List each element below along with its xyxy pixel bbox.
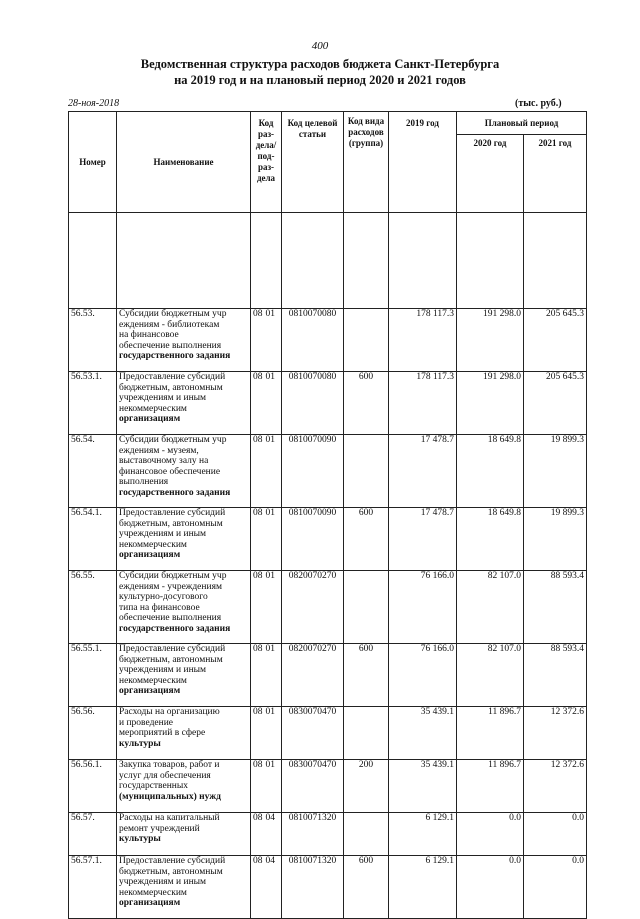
row-razdel bbox=[251, 707, 282, 760]
row-podrazdel-code: 01 bbox=[265, 435, 275, 445]
row-amount-2020: 0.0 bbox=[457, 813, 524, 856]
row-vid-rashodov bbox=[344, 707, 389, 760]
row-razdel bbox=[251, 435, 282, 508]
row-name-line: выставочному залу на bbox=[119, 456, 209, 466]
row-name-line: бюджетным, автономным bbox=[119, 654, 223, 665]
row-name-line: учреждениям и иным bbox=[119, 665, 207, 675]
row-name-last-line: организациям bbox=[119, 414, 181, 424]
row-name-line: Расходы на капитальный bbox=[119, 813, 220, 823]
row-celevaya-statya: 0810070090 bbox=[282, 508, 344, 571]
row-name-line: Закупка товаров, работ и bbox=[119, 760, 220, 770]
row-celevaya-statya: 0810070080 bbox=[282, 309, 344, 372]
row-amount-2021: 19 899.3 bbox=[524, 508, 587, 571]
row-amount-2020: 191 298.0 bbox=[457, 309, 524, 372]
row-name-last-line: организациям bbox=[119, 550, 181, 560]
row-amount-2020: 18 649.8 bbox=[457, 508, 524, 571]
budget-table bbox=[68, 111, 587, 919]
row-celevaya-statya: 0830070470 bbox=[282, 707, 344, 760]
title-line-2: на 2019 год и на плановый период 2020 и 2021 годов bbox=[174, 73, 466, 87]
row-vid-rashodov bbox=[344, 309, 389, 372]
row-name-line: государственных bbox=[119, 781, 189, 791]
row-name bbox=[117, 372, 251, 435]
row-amount-2021: 0.0 bbox=[524, 813, 587, 856]
row-razdel-code: 08 bbox=[253, 856, 263, 866]
row-name-line: учреждениям и иным bbox=[119, 529, 207, 539]
row-vid-rashodov: 200 bbox=[344, 760, 389, 813]
row-number: 56.57.1. bbox=[69, 856, 117, 919]
row-number: 56.56. bbox=[69, 707, 117, 760]
header-kod-razdela: Код раз- дела/ под- раз- дела bbox=[251, 112, 282, 213]
row-vid-rashodov: 600 bbox=[344, 508, 389, 571]
row-amount-2020: 18 649.8 bbox=[457, 435, 524, 508]
header-planoviy-period: Плановый период bbox=[457, 112, 587, 135]
table-row bbox=[69, 813, 587, 856]
row-amount-2020: 0.0 bbox=[457, 856, 524, 919]
row-name-line: Предоставление субсидий bbox=[119, 644, 226, 654]
row-podrazdel-code: 01 bbox=[265, 571, 275, 581]
row-amount-2020: 191 298.0 bbox=[457, 372, 524, 435]
row-razdel bbox=[251, 571, 282, 644]
row-amount-2019: 76 166.0 bbox=[389, 644, 457, 707]
row-podrazdel-code: 01 bbox=[265, 760, 275, 770]
row-razdel-code: 08 bbox=[253, 813, 263, 823]
row-podrazdel-code: 01 bbox=[265, 372, 275, 382]
row-name bbox=[117, 856, 251, 919]
row-name bbox=[117, 707, 251, 760]
row-amount-2021: 12 372.6 bbox=[524, 707, 587, 760]
row-name bbox=[117, 813, 251, 856]
table-row bbox=[69, 760, 587, 813]
document-date: 28-ноя-2018 bbox=[68, 98, 120, 109]
header-2020: 2020 год bbox=[457, 135, 524, 213]
row-name-line: учреждениям и иным bbox=[119, 393, 207, 403]
row-number: 56.53. bbox=[69, 309, 117, 372]
row-name-line: учреждениям и иным bbox=[119, 877, 207, 887]
row-number: 56.54.1. bbox=[69, 508, 117, 571]
row-name-line: выполнения bbox=[119, 477, 169, 487]
page-number: 400 bbox=[311, 40, 329, 52]
row-amount-2020: 11 896.7 bbox=[457, 760, 524, 813]
row-razdel-code: 08 bbox=[253, 644, 263, 654]
row-name bbox=[117, 644, 251, 707]
row-number: 56.55.1. bbox=[69, 644, 117, 707]
row-number: 56.55. bbox=[69, 571, 117, 644]
row-name-line: некоммерческим bbox=[119, 675, 187, 686]
row-number: 56.56.1. bbox=[69, 760, 117, 813]
row-name-last-line: государственного задания bbox=[119, 487, 231, 498]
row-name-line: культурно-досугового bbox=[119, 592, 208, 602]
row-name-line: бюджетным, автономным bbox=[119, 866, 223, 877]
row-podrazdel-code: 01 bbox=[265, 644, 275, 654]
row-name bbox=[117, 508, 251, 571]
row-vid-rashodov bbox=[344, 571, 389, 644]
row-name-line: Субсидии бюджетным учр bbox=[119, 309, 227, 319]
title-line-1: Ведомственная структура расходов бюджета Санкт-Петербурга bbox=[140, 57, 500, 71]
row-amount-2020: 82 107.0 bbox=[457, 571, 524, 644]
row-amount-2020: 82 107.0 bbox=[457, 644, 524, 707]
row-amount-2021: 205 645.3 bbox=[524, 372, 587, 435]
row-name-line: некоммерческим bbox=[119, 887, 187, 898]
row-razdel-code: 08 bbox=[253, 571, 263, 581]
row-amount-2019: 35 439.1 bbox=[389, 707, 457, 760]
row-name-line: Предоставление субсидий bbox=[119, 508, 226, 518]
row-name-line: на финансовое bbox=[119, 330, 179, 340]
row-name-line: обеспечение выполнения bbox=[119, 340, 222, 351]
row-celevaya-statya: 0830070470 bbox=[282, 760, 344, 813]
row-name-line: Субсидии бюджетным учр bbox=[119, 435, 227, 445]
row-name-last-line: государственного задания bbox=[119, 623, 231, 634]
table-row bbox=[69, 571, 587, 644]
row-amount-2019: 17 478.7 bbox=[389, 508, 457, 571]
row-podrazdel-code: 01 bbox=[265, 508, 275, 518]
row-amount-2019: 35 439.1 bbox=[389, 760, 457, 813]
row-name-last-line: организациям bbox=[119, 686, 181, 696]
row-amount-2021: 19 899.3 bbox=[524, 435, 587, 508]
row-celevaya-statya: 0820070270 bbox=[282, 571, 344, 644]
units-label: (тыс. руб.) bbox=[515, 98, 562, 109]
row-razdel bbox=[251, 309, 282, 372]
row-name bbox=[117, 435, 251, 508]
row-name-last-line: организациям bbox=[119, 898, 181, 908]
row-name-last-line: культуры bbox=[119, 834, 161, 844]
row-razdel bbox=[251, 760, 282, 813]
table-body bbox=[69, 309, 587, 919]
row-amount-2021: 88 593.4 bbox=[524, 644, 587, 707]
row-name-line: бюджетным, автономным bbox=[119, 382, 223, 393]
row-podrazdel-code: 01 bbox=[265, 309, 275, 319]
row-celevaya-statya: 0810071320 bbox=[282, 813, 344, 856]
row-name-line: финансовое обеспечение bbox=[119, 466, 221, 477]
row-name-last-line: культуры bbox=[119, 738, 161, 749]
row-vid-rashodov: 600 bbox=[344, 372, 389, 435]
row-podrazdel-code: 04 bbox=[265, 813, 275, 823]
row-celevaya-statya: 0820070270 bbox=[282, 644, 344, 707]
row-name-line: Предоставление субсидий bbox=[119, 372, 226, 382]
row-razdel-code: 08 bbox=[253, 435, 263, 445]
header-naimenovanie: Наименование bbox=[117, 112, 251, 213]
row-vid-rashodov bbox=[344, 435, 389, 508]
row-name-line: еждениям - учреждениям bbox=[119, 581, 222, 592]
row-amount-2019: 178 117.3 bbox=[389, 372, 457, 435]
row-razdel-code: 08 bbox=[253, 760, 263, 770]
row-amount-2021: 205 645.3 bbox=[524, 309, 587, 372]
row-number: 56.57. bbox=[69, 813, 117, 856]
row-razdel bbox=[251, 644, 282, 707]
row-razdel bbox=[251, 813, 282, 856]
row-razdel-code: 08 bbox=[253, 372, 263, 382]
row-amount-2021: 12 372.6 bbox=[524, 760, 587, 813]
row-celevaya-statya: 0810071320 bbox=[282, 856, 344, 919]
row-name-line: некоммерческим bbox=[119, 539, 187, 550]
header-2021: 2021 год bbox=[524, 135, 587, 213]
row-name-line: еждениям - музеям, bbox=[119, 445, 199, 456]
row-celevaya-statya: 0810070080 bbox=[282, 372, 344, 435]
row-name-line: услуг для обеспечения bbox=[119, 770, 211, 781]
row-name-last-line: (муниципальных) нужд bbox=[119, 791, 221, 802]
row-name-line: еждениям - библиотекам bbox=[119, 319, 220, 330]
row-name-line: обеспечение выполнения bbox=[119, 613, 222, 623]
header-2019: 2019 год bbox=[389, 112, 457, 213]
row-name bbox=[117, 309, 251, 372]
row-razdel-code: 08 bbox=[253, 707, 263, 717]
row-amount-2019: 6 129.1 bbox=[389, 856, 457, 919]
row-vid-rashodov bbox=[344, 813, 389, 856]
row-razdel-code: 08 bbox=[253, 309, 263, 319]
header-kod-vida-rashodov: Код вида расходов (группа) bbox=[344, 112, 389, 213]
table-row bbox=[69, 856, 587, 919]
row-name-line: ремонт учреждений bbox=[119, 823, 200, 834]
row-number: 56.53.1. bbox=[69, 372, 117, 435]
row-razdel bbox=[251, 856, 282, 919]
row-amount-2021: 0.0 bbox=[524, 856, 587, 919]
row-name-line: Субсидии бюджетным учр bbox=[119, 571, 227, 581]
table-row bbox=[69, 644, 587, 707]
row-amount-2019: 178 117.3 bbox=[389, 309, 457, 372]
row-amount-2021: 88 593.4 bbox=[524, 571, 587, 644]
table-row bbox=[69, 707, 587, 760]
row-vid-rashodov: 600 bbox=[344, 644, 389, 707]
row-name-line: мероприятий в сфере bbox=[119, 728, 206, 738]
row-name-line: и проведение bbox=[119, 717, 173, 728]
row-celevaya-statya: 0810070090 bbox=[282, 435, 344, 508]
table-row bbox=[69, 435, 587, 508]
row-podrazdel-code: 01 bbox=[265, 707, 275, 717]
table-row bbox=[69, 309, 587, 372]
row-name-line: Предоставление субсидий bbox=[119, 856, 226, 866]
row-razdel bbox=[251, 508, 282, 571]
document-title bbox=[90, 56, 550, 88]
row-number: 56.54. bbox=[69, 435, 117, 508]
row-amount-2019: 6 129.1 bbox=[389, 813, 457, 856]
table-row bbox=[69, 508, 587, 571]
row-amount-2020: 11 896.7 bbox=[457, 707, 524, 760]
row-name-line: некоммерческим bbox=[119, 403, 187, 414]
row-name bbox=[117, 760, 251, 813]
row-amount-2019: 76 166.0 bbox=[389, 571, 457, 644]
row-podrazdel-code: 04 bbox=[265, 856, 275, 866]
row-name-line: Расходы на организацию bbox=[119, 707, 220, 717]
table-row bbox=[69, 372, 587, 435]
row-name-line: типа на финансовое bbox=[119, 602, 200, 613]
header-nomer: Номер bbox=[69, 112, 117, 213]
row-name-line: бюджетным, автономным bbox=[119, 518, 223, 529]
row-razdel-code: 08 bbox=[253, 508, 263, 518]
row-amount-2019: 17 478.7 bbox=[389, 435, 457, 508]
row-name bbox=[117, 571, 251, 644]
header-kod-celevoy-stati: Код целевой статьи bbox=[282, 112, 344, 213]
row-name-last-line: государственного задания bbox=[119, 351, 231, 361]
row-razdel bbox=[251, 372, 282, 435]
row-vid-rashodov: 600 bbox=[344, 856, 389, 919]
